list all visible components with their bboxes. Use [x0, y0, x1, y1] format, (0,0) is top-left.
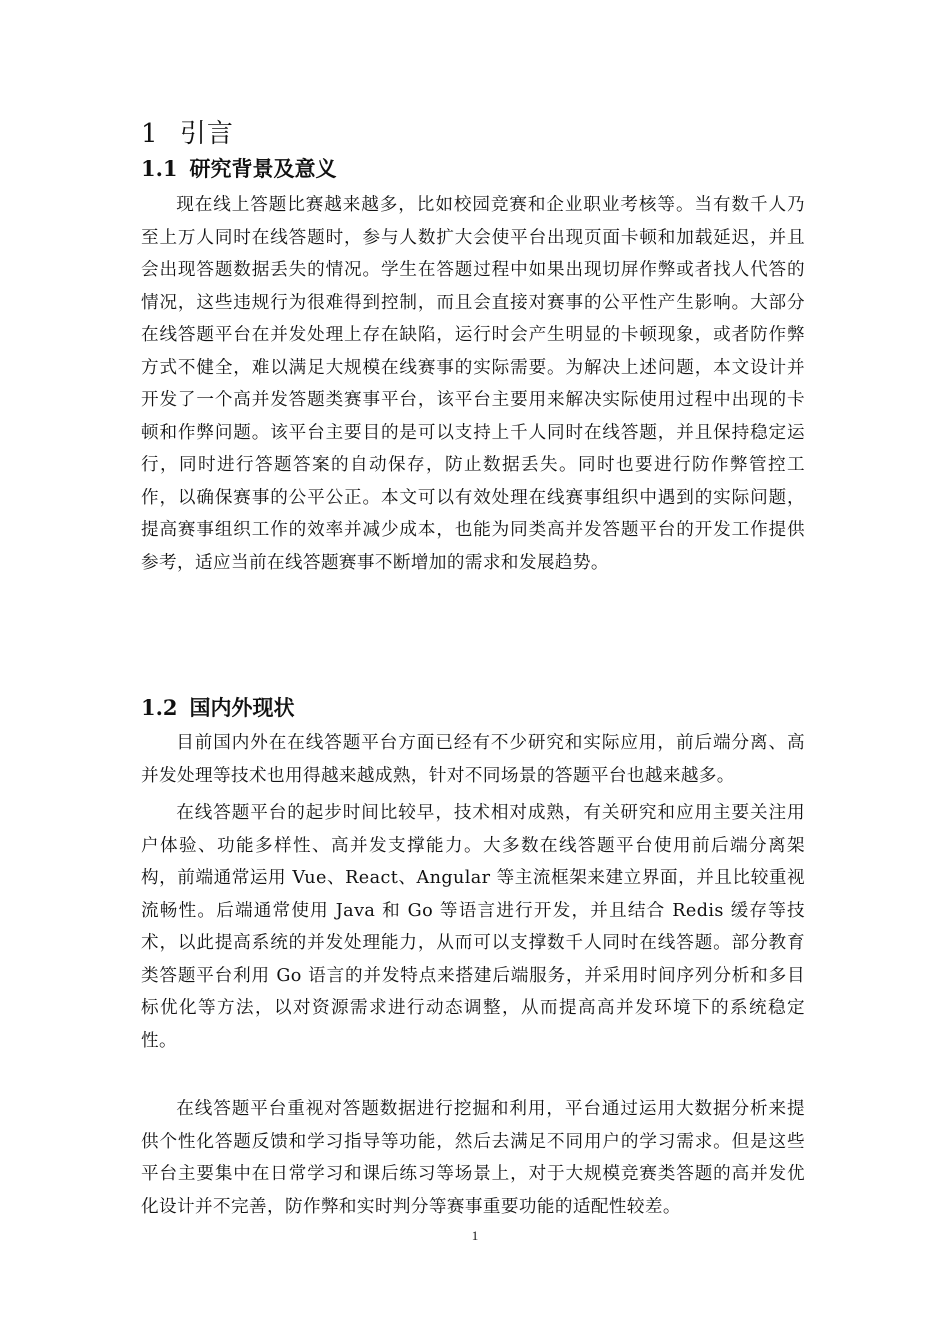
- paragraph-status-intro: 目前国内外在在线答题平台方面已经有不少研究和实际应用，前后端分离、高并发处理等技术也用得越来越成熟，针对不同场景的答题平台也越来越多。: [141, 733, 805, 786]
- section-number: 1.1: [141, 156, 178, 181]
- section-title: 国内外现状: [189, 695, 295, 720]
- chapter-title: 引言: [179, 119, 234, 149]
- section-title: 研究背景及意义: [189, 156, 337, 181]
- paragraph-status-tech: 在线答题平台的起步时间比较早，技术相对成熟，有关研究和应用主要关注用户体验、功能多样性、高并发支撑能力。大多数在线答题平台使用前后端分离架构，前端通常运用 Vue、React、Angular 等主流框架来建立界面，并且比较重视流畅性。后端通常使用 Java 和 Go 等语言进行开发，并且结合 Redis 缓存等技术，以此提高系统的并发处理能力，从而可以支撑数千人同时在线答题。部分教育类答题平台利用 Go 语言的并发特点来搭建后端服务，并采用时间序列分析和多目标优化等方法，以对资源需求进行动态调整，从而提高高并发环境下的系统稳定性。: [141, 803, 805, 1051]
- section-heading-1-2: [141, 692, 295, 724]
- chapter-heading: [141, 114, 234, 154]
- section-number: 1.2: [141, 695, 178, 720]
- chapter-number: 1: [141, 119, 159, 149]
- page-number: 1: [471, 1228, 479, 1243]
- paragraph-background: 现在线上答题比赛越来越多，比如校园竞赛和企业职业考核等。当有数千人乃至上万人同时在线答题时，参与人数扩大会使平台出现页面卡顿和加载延迟，并且会出现答题数据丢失的情况。学生在答题过程中如果出现切屏作弊或者找人代答的情况，这些违规行为很难得到控制，而且会直接对赛事的公平性产生影响。大部分在线答题平台在并发处理上存在缺陷，运行时会产生明显的卡顿现象，或者防作弊方式不健全，难以满足大规模在线赛事的实际需要。为解决上述问题，本文设计并开发了一个高并发答题类赛事平台，该平台主要用来解决实际使用过程中出现的卡顿和作弊问题。该平台主要目的是可以支持上千人同时在线答题，并且保持稳定运行，同时进行答题答案的自动保存，防止数据丢失。同时也要进行防作弊管控工作，以确保赛事的公平公正。本文可以有效处理在线赛事组织中遇到的实际问题，提高赛事组织工作的效率并减少成本，也能为同类高并发答题平台的开发工作提供参考，适应当前在线答题赛事不断增加的需求和发展趋势。: [141, 195, 805, 573]
- section-heading-1-1: [141, 153, 337, 185]
- paragraph-status-data: 在线答题平台重视对答题数据进行挖掘和利用，平台通过运用大数据分析来提供个性化答题反馈和学习指导等功能，然后去满足不同用户的学习需求。但是这些平台主要集中在日常学习和课后练习等场景上，对于大规模竞赛类答题的高并发优化设计并不完善，防作弊和实时判分等赛事重要功能的适配性较差。: [141, 1099, 805, 1217]
